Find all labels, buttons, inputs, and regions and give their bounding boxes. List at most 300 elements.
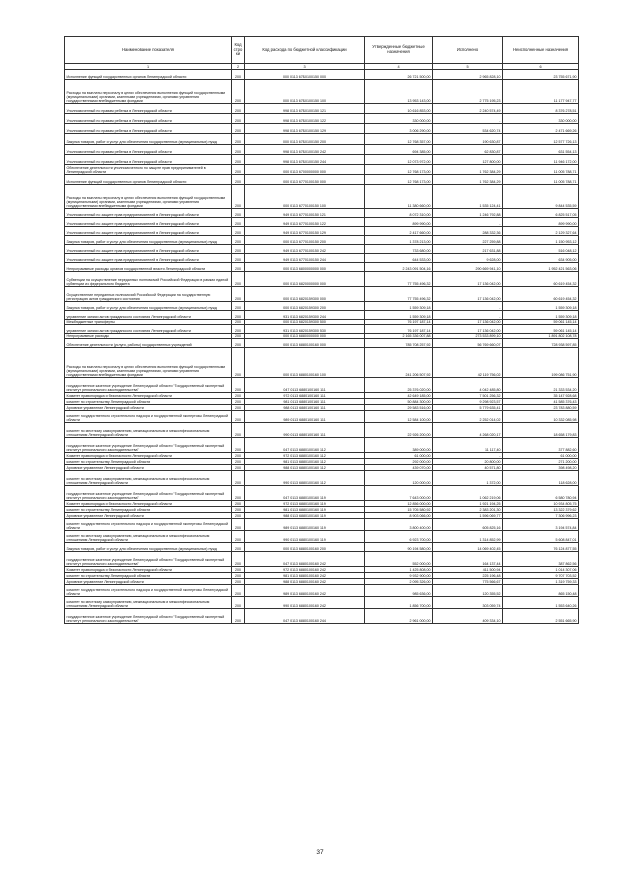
row-approved: 77 755 496,32 bbox=[365, 272, 433, 287]
table-row bbox=[65, 339, 579, 348]
table-row bbox=[65, 302, 579, 311]
row-name: Непрограммные расходы органов государственной власти Ленинградской области bbox=[65, 263, 232, 272]
row-name: Расходы на выплаты персоналу в целях обеспечения выполнения функций государственными (муниципальными) органами, казенными учреждениями, органами управления государственными внебюджетными фондами bbox=[65, 348, 232, 378]
row-kbk: 000 0113 6880100160 100 bbox=[245, 348, 365, 378]
row-kbk: 047 0113 6880100160 111 bbox=[245, 378, 365, 393]
row-executed: 14 069 402,45 bbox=[433, 543, 503, 552]
row-name: Закупка товаров, работ и услуг для обеспечения государственных (муниципальных) нужд bbox=[65, 302, 232, 311]
row-remaining: 118 628,00 bbox=[503, 471, 579, 486]
row-name: Уполномоченный по правам ребенка в Ленинградской области bbox=[65, 104, 232, 114]
row-line-code: 200 bbox=[232, 567, 245, 573]
table-row bbox=[65, 585, 579, 597]
row-kbk: 931 0113 6820159300 530 bbox=[245, 325, 365, 334]
row-name: управление записи актов гражданского состояния Ленинградской области bbox=[65, 325, 232, 334]
row-line-code: 200 bbox=[232, 70, 245, 80]
row-kbk: 972 0113 6880100160 242 bbox=[245, 567, 365, 573]
table-row bbox=[65, 272, 579, 287]
row-kbk: 990 0113 6880100160 119 bbox=[245, 531, 365, 543]
row-approved: 76 197 187,14 bbox=[365, 325, 433, 334]
row-name: Закупка товаров, работ и услуг для обеспечения государственных (муниципальных) нужд bbox=[65, 236, 232, 245]
row-name: Архивное управление Ленинградской области bbox=[65, 513, 232, 519]
row-executed: - bbox=[433, 311, 503, 320]
row-approved: 694 385,00 bbox=[365, 145, 433, 155]
row-kbk: 998 0113 67Б0100150 121 bbox=[245, 104, 365, 114]
row-name: комитет по строительству Ленинградской области bbox=[65, 507, 232, 513]
table-row bbox=[65, 471, 579, 486]
row-kbk: 972 0113 6880100160 111 bbox=[245, 393, 365, 399]
row-executed: - bbox=[433, 114, 503, 124]
row-line-code: 200 bbox=[232, 471, 245, 486]
row-executed: 225 196,48 bbox=[433, 573, 503, 579]
row-remaining: 11 005 788,71 bbox=[503, 165, 579, 175]
row-executed: 9 628,00 bbox=[433, 254, 503, 263]
row-approved: 3 800 400,00 bbox=[365, 519, 433, 531]
row-approved: 61 000,00 bbox=[365, 453, 433, 459]
table-row bbox=[65, 218, 579, 227]
row-approved: 552 000,00 bbox=[365, 552, 433, 567]
row-approved: 12 856 000,00 bbox=[365, 501, 433, 507]
row-approved: 1 378 213,00 bbox=[365, 236, 433, 245]
row-remaining: 10 332 085,98 bbox=[503, 411, 579, 423]
row-remaining: 2 129 327,64 bbox=[503, 227, 579, 236]
row-remaining: 728 938 597,85 bbox=[503, 339, 579, 348]
row-remaining: 6 580 780,94 bbox=[503, 486, 579, 501]
row-approved: 389 000,00 bbox=[365, 438, 433, 453]
row-name: Обеспечение деятельности уполномоченного по защите прав предпринимателей в Ленинградской области bbox=[65, 165, 232, 175]
row-name: комитет государственного строительного надзора и государственной экспертизы Ленинградской области bbox=[65, 585, 232, 597]
row-remaining: 387 862,56 bbox=[503, 552, 579, 567]
row-name: Уполномоченный по защите прав предпринимателей в Ленинградской области bbox=[65, 209, 232, 218]
table-row bbox=[65, 227, 579, 236]
row-executed: 409 334,10 bbox=[433, 609, 503, 624]
row-executed: 217 631,88 bbox=[433, 245, 503, 254]
table-row bbox=[65, 519, 579, 531]
row-executed: 1 762 384,29 bbox=[433, 175, 503, 185]
row-name: Уполномоченный по защите прав предпринимателей в Ленинградской области bbox=[65, 254, 232, 263]
row-name: Закупка товаров, работ и услуг для обеспечения государственных (муниципальных) нужд bbox=[65, 543, 232, 552]
row-approved: 292 000,00 bbox=[365, 459, 433, 465]
row-kbk: 998 0113 67Б0100150 242 bbox=[245, 145, 365, 155]
row-kbk: 949 0113 6770100150 242 bbox=[245, 245, 365, 254]
row-remaining: 10 934 805,75 bbox=[503, 501, 579, 507]
row-kbk: 988 0113 6880100160 119 bbox=[245, 513, 365, 519]
row-executed: 17 136 042,00 bbox=[433, 320, 503, 325]
row-line-code: 200 bbox=[232, 552, 245, 567]
row-name: государственное казенное учреждение Ленинградской области "Государственный экспертный институт регионального законодательства" bbox=[65, 552, 232, 567]
row-remaining: 13 322 379,62 bbox=[503, 507, 579, 513]
row-line-code: 200 bbox=[232, 459, 245, 465]
row-executed: 2 252 014,02 bbox=[433, 411, 503, 423]
row-line-code: 200 bbox=[232, 254, 245, 263]
row-approved: 2 243 091 504,16 bbox=[365, 263, 433, 272]
row-executed: 273 533 899,10 bbox=[433, 334, 503, 339]
table-row bbox=[65, 311, 579, 320]
row-name: Комитет правопорядка и безопасности Ленинградской области bbox=[65, 567, 232, 573]
row-approved: 12 768 173,00 bbox=[365, 175, 433, 185]
table-row bbox=[65, 325, 579, 334]
row-approved: 2 961 000,00 bbox=[365, 609, 433, 624]
row-kbk: 972 0113 6880100160 119 bbox=[245, 501, 365, 507]
row-line-code: 200 bbox=[232, 104, 245, 114]
row-name: Уполномоченный по правам ребенка в Ленинградской области bbox=[65, 155, 232, 165]
row-remaining: 11 177 947,77 bbox=[503, 80, 579, 104]
row-name: Комитет правопорядка и безопасности Ленинградской области bbox=[65, 501, 232, 507]
row-line-code: 200 bbox=[232, 302, 245, 311]
row-name: комитет по местному самоуправлению, межнациональным и межконфессиональным отношениям Ленинградской области bbox=[65, 597, 232, 609]
column-number: 1 bbox=[65, 64, 232, 70]
row-executed: 120 355,52 bbox=[433, 585, 503, 597]
row-approved: 12 073 972,00 bbox=[365, 155, 433, 165]
row-executed: - bbox=[433, 453, 503, 459]
row-line-code: 200 bbox=[232, 134, 245, 145]
table-row bbox=[65, 287, 579, 302]
row-name: Уполномоченный по защите прав предпринимателей в Ленинградской области bbox=[65, 218, 232, 227]
row-remaining: 1 891 802 108,78 bbox=[503, 334, 579, 339]
row-line-code: 200 bbox=[232, 272, 245, 287]
row-line-code: 200 bbox=[232, 513, 245, 519]
row-remaining: 59 061 145,14 bbox=[503, 320, 579, 325]
row-approved: 12 768 173,00 bbox=[365, 165, 433, 175]
row-line-code: 200 bbox=[232, 339, 245, 348]
row-approved: 120 000,00 bbox=[365, 471, 433, 486]
row-executed: - bbox=[433, 302, 503, 311]
row-approved: 1 559 309,18 bbox=[365, 302, 433, 311]
column-number: 5 bbox=[433, 64, 503, 70]
column-number: 2 bbox=[232, 64, 245, 70]
row-name: комитет по местному самоуправлению, межнациональным и межконфессиональным отношениям Ленинградской области bbox=[65, 423, 232, 438]
row-remaining: 1 553 640,26 bbox=[503, 597, 579, 609]
header-kbk: Код расхода по бюджетной классификации bbox=[245, 37, 365, 64]
row-executed: 40 571,80 bbox=[433, 465, 503, 471]
row-name: Уполномоченный по правам ребенка в Ленинградской области bbox=[65, 114, 232, 124]
row-line-code: 200 bbox=[232, 393, 245, 399]
row-kbk: 990 0113 6880100160 112 bbox=[245, 471, 365, 486]
row-remaining: 377 882,60 bbox=[503, 438, 579, 453]
row-approved: 2 165 336 007,88 bbox=[365, 334, 433, 339]
row-remaining: 1 319 759,33 bbox=[503, 579, 579, 585]
row-executed: 20 800,00 bbox=[433, 459, 503, 465]
row-remaining: 59 061 145,14 bbox=[503, 325, 579, 334]
row-approved: 733 680,00 bbox=[365, 245, 433, 254]
row-kbk: 949 0113 6770100150 121 bbox=[245, 209, 365, 218]
row-remaining: 330 000,00 bbox=[503, 114, 579, 124]
table-row bbox=[65, 114, 579, 124]
row-executed: 1 372,00 bbox=[433, 471, 503, 486]
table-row bbox=[65, 552, 579, 567]
row-kbk: 998 0113 67Б0100150 122 bbox=[245, 114, 365, 124]
row-kbk: 000 0113 6820159300 000 bbox=[245, 287, 365, 302]
row-line-code: 200 bbox=[232, 80, 245, 104]
row-line-code: 200 bbox=[232, 399, 245, 405]
table-row bbox=[65, 165, 579, 175]
row-remaining: 634 905,00 bbox=[503, 254, 579, 263]
row-approved: 6 923 700,00 bbox=[365, 531, 433, 543]
table-row bbox=[65, 263, 579, 272]
table-header-row bbox=[65, 37, 579, 64]
row-executed: 62 830,87 bbox=[433, 145, 503, 155]
table-row bbox=[65, 438, 579, 453]
table-row bbox=[65, 245, 579, 254]
row-line-code: 200 bbox=[232, 609, 245, 624]
row-kbk: 989 0113 6880100160 119 bbox=[245, 519, 365, 531]
row-kbk: 949 0113 6770100150 122 bbox=[245, 218, 365, 227]
row-kbk: 000 0113 67Б0100150 000 bbox=[245, 70, 365, 80]
row-kbk: 000 0113 6880100160 000 bbox=[245, 339, 365, 348]
row-name: Расходы на выплаты персоналу в целях обеспечения выполнения функций государственными (муниципальными) органами, казенными учреждениями, органами управления государственными внебюджетными фондами bbox=[65, 80, 232, 104]
row-remaining: 199 086 751,90 bbox=[503, 348, 579, 378]
row-kbk: 988 0113 6880100160 111 bbox=[245, 405, 365, 411]
row-remaining: 1 559 309,18 bbox=[503, 302, 579, 311]
row-remaining: 12 577 726,13 bbox=[503, 134, 579, 145]
row-approved: 8 072 310,00 bbox=[365, 209, 433, 218]
row-name: управление записи актов гражданского состояния Ленинградской области bbox=[65, 311, 232, 320]
row-kbk: 981 0113 6880100160 111 bbox=[245, 399, 365, 405]
row-approved: 439 070,00 bbox=[365, 465, 433, 471]
row-remaining: 2 551 665,90 bbox=[503, 609, 579, 624]
row-kbk: 989 0113 6880100160 242 bbox=[245, 585, 365, 597]
row-remaining: 398 498,20 bbox=[503, 465, 579, 471]
row-executed: 2 965 828,10 bbox=[433, 70, 503, 80]
column-number: 4 bbox=[365, 64, 433, 70]
row-name: Исполнение функций государственных органов Ленинградской области bbox=[65, 175, 232, 185]
row-executed: 42 119 756,02 bbox=[433, 348, 503, 378]
row-line-code: 200 bbox=[232, 465, 245, 471]
table-row bbox=[65, 411, 579, 423]
row-name: Архивное управление Ленинградской области bbox=[65, 579, 232, 585]
row-line-code: 200 bbox=[232, 325, 245, 334]
row-kbk: 000 0113 6770100150 100 bbox=[245, 185, 365, 209]
row-executed: 2 775 195,23 bbox=[433, 80, 503, 104]
row-kbk: 988 0113 6880100160 112 bbox=[245, 465, 365, 471]
table-row bbox=[65, 70, 579, 80]
row-executed: 190 630,87 bbox=[433, 134, 503, 145]
row-executed: 56 769 660,07 bbox=[433, 339, 503, 348]
row-kbk: 981 0113 6880100160 112 bbox=[245, 459, 365, 465]
row-kbk: 047 0113 6880100160 119 bbox=[245, 486, 365, 501]
row-executed: 2 240 574,49 bbox=[433, 104, 503, 114]
row-approved: 785 708 257,92 bbox=[365, 339, 433, 348]
row-kbk: 972 0113 6880100160 112 bbox=[245, 453, 365, 459]
row-approved: 9 932 900,00 bbox=[365, 573, 433, 579]
table-row bbox=[65, 609, 579, 624]
row-remaining: 899 990,00 bbox=[503, 218, 579, 227]
row-kbk: 047 0113 6880100160 244 bbox=[245, 609, 365, 624]
row-executed: 1 535 124,41 bbox=[433, 185, 503, 209]
table-row bbox=[65, 236, 579, 245]
row-line-code: 200 bbox=[232, 573, 245, 579]
row-line-code: 200 bbox=[232, 165, 245, 175]
row-remaining: 516 048,12 bbox=[503, 245, 579, 254]
row-approved: 1 425 808,00 bbox=[365, 567, 433, 573]
row-remaining: 18 658 179,83 bbox=[503, 423, 579, 438]
row-remaining: 9 707 703,52 bbox=[503, 573, 579, 579]
row-approved: 76 197 187,14 bbox=[365, 320, 433, 325]
budget-execution-table bbox=[64, 36, 579, 624]
row-executed: 290 669 941,10 bbox=[433, 263, 503, 272]
row-approved: 22 926 200,00 bbox=[365, 423, 433, 438]
header-name: Наименование показателя bbox=[65, 37, 232, 64]
row-executed: 227 259,88 bbox=[433, 236, 503, 245]
row-approved: 77 755 496,32 bbox=[365, 287, 433, 302]
row-name: Уполномоченный по защите прав предпринимателей в Ленинградской области bbox=[65, 227, 232, 236]
row-remaining: 21 333 534,20 bbox=[503, 378, 579, 393]
row-name: Комитет правопорядка и безопасности Ленинградской области bbox=[65, 393, 232, 399]
row-approved: 8 903 066,00 bbox=[365, 513, 433, 519]
row-line-code: 200 bbox=[232, 263, 245, 272]
table-row bbox=[65, 486, 579, 501]
row-name: комитет по строительству Ленинградской области bbox=[65, 573, 232, 579]
row-remaining: 23 755 671,90 bbox=[503, 70, 579, 80]
row-line-code: 200 bbox=[232, 411, 245, 423]
row-line-code: 200 bbox=[232, 378, 245, 393]
row-line-code: 200 bbox=[232, 320, 245, 325]
row-approved: 3 006 290,00 bbox=[365, 124, 433, 134]
header-line-code: Код стро ки bbox=[232, 37, 245, 64]
row-remaining: 3 194 574,84 bbox=[503, 519, 579, 531]
row-name: Межбюджетные трансферты bbox=[65, 320, 232, 325]
row-remaining: 35 147 928,68 bbox=[503, 393, 579, 399]
table-row bbox=[65, 145, 579, 155]
row-remaining: 1 150 953,12 bbox=[503, 236, 579, 245]
row-remaining: 61 000,00 bbox=[503, 453, 579, 459]
row-line-code: 200 bbox=[232, 145, 245, 155]
row-line-code: 200 bbox=[232, 585, 245, 597]
row-line-code: 200 bbox=[232, 227, 245, 236]
header-approved: Утвержденные бюджетные назначения bbox=[365, 37, 433, 64]
row-line-code: 200 bbox=[232, 311, 245, 320]
row-executed: 17 136 042,00 bbox=[433, 325, 503, 334]
table-row bbox=[65, 209, 579, 218]
row-approved: 90 194 580,00 bbox=[365, 543, 433, 552]
row-line-code: 200 bbox=[232, 114, 245, 124]
row-kbk: 000 0113 6880100160 200 bbox=[245, 543, 365, 552]
row-name: комитет по местному самоуправлению, межнациональным и межконфессиональным отношениям Ленинградской области bbox=[65, 471, 232, 486]
row-remaining: 7 306 996,23 bbox=[503, 513, 579, 519]
row-remaining: 271 200,00 bbox=[503, 459, 579, 465]
row-executed: 11 117,40 bbox=[433, 438, 503, 453]
row-kbk: 981 0113 6880100160 119 bbox=[245, 507, 365, 513]
row-name: комитет государственного строительного надзора и государственной экспертизы Ленинградской области bbox=[65, 411, 232, 423]
row-executed: 4 268 020,17 bbox=[433, 423, 503, 438]
row-name: Уполномоченный по правам ребенка в Ленинградской области bbox=[65, 124, 232, 134]
row-approved: 11 380 660,00 bbox=[365, 185, 433, 209]
row-executed: 534 620,74 bbox=[433, 124, 503, 134]
row-name: комитет по местному самоуправлению, межнациональным и межконфессиональным отношениям Ленинградской области bbox=[65, 531, 232, 543]
row-executed: 5 779 635,41 bbox=[433, 405, 503, 411]
row-name: Осуществление переданных полномочий Российской Федерации на государственную регистрацию актов гражданского состояния bbox=[65, 287, 232, 302]
table-row bbox=[65, 543, 579, 552]
row-line-code: 200 bbox=[232, 185, 245, 209]
row-line-code: 200 bbox=[232, 348, 245, 378]
row-line-code: 200 bbox=[232, 334, 245, 339]
row-approved: 50 884 300,00 bbox=[365, 399, 433, 405]
row-remaining: 9 844 535,59 bbox=[503, 185, 579, 209]
row-line-code: 200 bbox=[232, 486, 245, 501]
row-kbk: 949 0113 6770100150 129 bbox=[245, 227, 365, 236]
row-name: комитет по строительству Ленинградской области bbox=[65, 399, 232, 405]
row-kbk: 000 0113 67Б0100150 100 bbox=[245, 80, 365, 104]
row-approved: 899 990,00 bbox=[365, 218, 433, 227]
row-line-code: 200 bbox=[232, 209, 245, 218]
row-remaining: 41 585 376,43 bbox=[503, 399, 579, 405]
table-row bbox=[65, 104, 579, 114]
row-approved: 2 095 326,00 bbox=[365, 579, 433, 585]
row-approved: 29 583 516,00 bbox=[365, 405, 433, 411]
row-kbk: 000 0113 6820000000 000 bbox=[245, 272, 365, 287]
row-kbk: 990 0113 6880100160 111 bbox=[245, 423, 365, 438]
row-remaining: 5 608 847,01 bbox=[503, 531, 579, 543]
row-approved: 1 559 309,18 bbox=[365, 311, 433, 320]
row-kbk: 990 0113 6880100160 242 bbox=[245, 597, 365, 609]
row-kbk: 000 0113 67Б0100150 200 bbox=[245, 134, 365, 145]
row-approved: 12 584 100,00 bbox=[365, 411, 433, 423]
row-remaining: 8 376 278,51 bbox=[503, 104, 579, 114]
row-executed: 17 136 042,00 bbox=[433, 287, 503, 302]
row-approved: 241 206 507,92 bbox=[365, 348, 433, 378]
row-remaining: 76 124 877,55 bbox=[503, 543, 579, 552]
table-row bbox=[65, 80, 579, 104]
row-remaining: 1 014 307,06 bbox=[503, 567, 579, 573]
row-kbk: 000 0113 6770100150 000 bbox=[245, 175, 365, 185]
row-executed: 288 332,36 bbox=[433, 227, 503, 236]
row-name: Архивное управление Ленинградской области bbox=[65, 465, 232, 471]
row-remaining: 23 783 880,59 bbox=[503, 405, 579, 411]
row-executed: 605 825,16 bbox=[433, 519, 503, 531]
row-name: Уполномоченный по защите прав предпринимателей в Ленинградской области bbox=[65, 245, 232, 254]
row-executed: 7 501 256,32 bbox=[433, 393, 503, 399]
row-line-code: 200 bbox=[232, 438, 245, 453]
row-approved: 10 616 853,00 bbox=[365, 104, 433, 114]
row-remaining: 11 946 172,00 bbox=[503, 155, 579, 165]
row-name: Исполнение функций государственных органов Ленинградской области bbox=[65, 70, 232, 80]
row-name: государственное казенное учреждение Ленинградской области "Государственный экспертный институт регионального законодательства" bbox=[65, 378, 232, 393]
row-approved: 1 856 700,00 bbox=[365, 597, 433, 609]
row-executed: 17 136 042,00 bbox=[433, 272, 503, 287]
row-line-code: 200 bbox=[232, 531, 245, 543]
row-name: комитет государственного строительного надзора и государственной экспертизы Ленинградской области bbox=[65, 519, 232, 531]
row-executed: 1 314 852,99 bbox=[433, 531, 503, 543]
row-approved: 644 533,00 bbox=[365, 254, 433, 263]
row-line-code: 200 bbox=[232, 597, 245, 609]
report-sheet bbox=[64, 36, 578, 624]
row-name: Субвенции на осуществление переданных полномочий Российской Федерации в рамках единой субвенции из федерального бюджета bbox=[65, 272, 232, 287]
row-kbk: 931 0113 6820159300 244 bbox=[245, 311, 365, 320]
row-approved: 12 768 357,00 bbox=[365, 134, 433, 145]
row-approved: 26 721 500,00 bbox=[365, 70, 433, 80]
row-approved: 7 643 000,00 bbox=[365, 486, 433, 501]
row-executed: 1 596 069,77 bbox=[433, 513, 503, 519]
row-kbk: 998 0113 67Б0100150 244 bbox=[245, 155, 365, 165]
table-row bbox=[65, 254, 579, 263]
row-remaining: 865 150,48 bbox=[503, 585, 579, 597]
row-kbk: 000 0113 6880000000 000 bbox=[245, 334, 365, 339]
table-row bbox=[65, 175, 579, 185]
row-kbk: 988 0113 6880100160 242 bbox=[245, 579, 365, 585]
row-line-code: 200 bbox=[232, 245, 245, 254]
row-remaining: 631 554,13 bbox=[503, 145, 579, 155]
row-line-code: 200 bbox=[232, 501, 245, 507]
row-kbk: 998 0113 67Б0100150 129 bbox=[245, 124, 365, 134]
table-row bbox=[65, 155, 579, 165]
row-line-code: 200 bbox=[232, 519, 245, 531]
row-name: Уполномоченный по правам ребенка в Ленинградской области bbox=[65, 145, 232, 155]
row-remaining: 2 471 669,26 bbox=[503, 124, 579, 134]
row-line-code: 200 bbox=[232, 175, 245, 185]
row-executed: 775 566,67 bbox=[433, 579, 503, 585]
table-row bbox=[65, 124, 579, 134]
column-number: 6 bbox=[503, 64, 579, 70]
row-line-code: 200 bbox=[232, 287, 245, 302]
